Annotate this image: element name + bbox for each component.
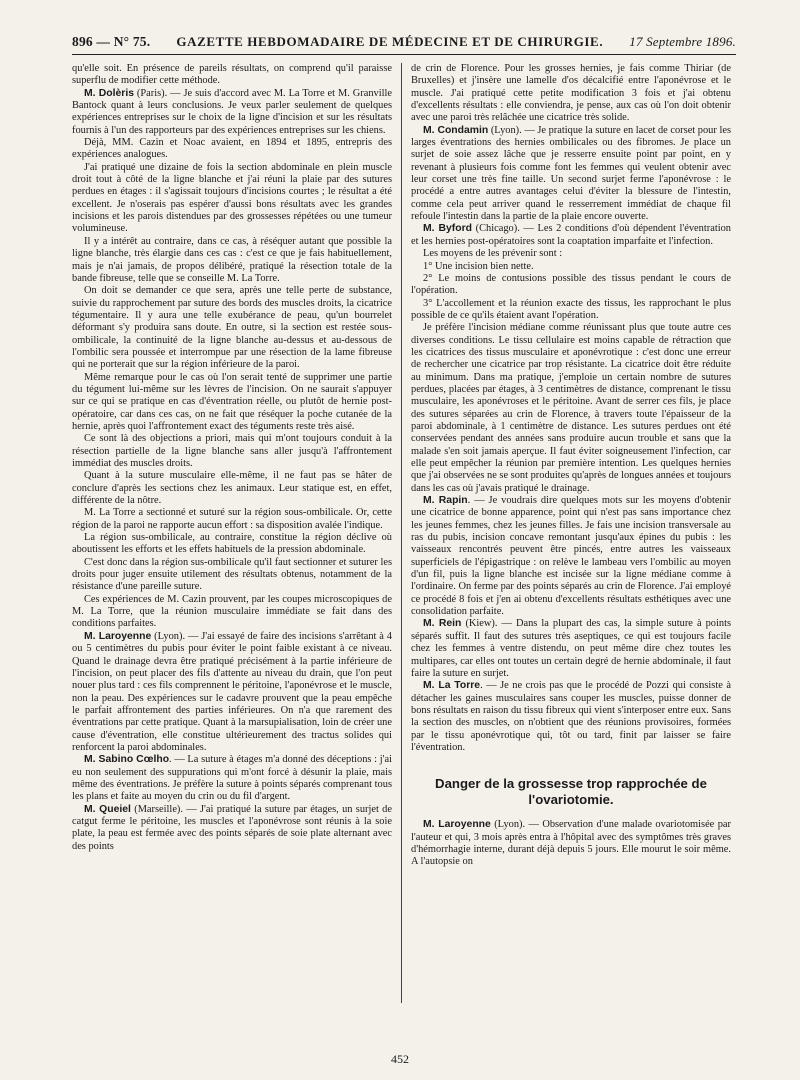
- paragraph-text: Même remarque pour le cas où l'on serait tenté de supprimer une partie du tégument lui-même sur les lèvres de l'incision. On ne saurait s'appuyer sur ce qui se pratique en cas d'éventration réelle, ou plutôt de hernie post-opératoire, car dans ces cas, on ne fait que réséquer la poche cutanée de la hernie, après quoi l'affrontement exact des téguments reste très aisé.: [72, 371, 392, 432]
- paragraph-text: . — La suture à étages m'a donné des déceptions : j'ai eu non seulement des suppurations qui m'ont forcé à désunir la plaie, mais même des éventrations. Je préfère la suture à points séparés comprenant tous les plans et faite au moyen du crin ou du fil d'argent.: [72, 754, 392, 803]
- text-columns: [72, 63, 736, 1003]
- right-column-bottom: [411, 819, 731, 868]
- paragraph: [411, 248, 731, 260]
- section-title: Danger de la grossesse trop rapprochée de l'ovariotomie.: [435, 776, 707, 807]
- paragraph: [72, 63, 392, 88]
- paragraph: [72, 162, 392, 236]
- paragraph-text: 2° Le moins de contusions possible des tissus pendant le cours de l'opération.: [411, 272, 731, 297]
- paragraph: [72, 88, 392, 137]
- speaker-name: M. Rapin: [423, 495, 468, 507]
- paragraph-text: J'ai pratiqué une dizaine de fois la section abdominale en plein muscle droit tout à côté de la ligne blanche et j'ai réuni la plaie par des sutures perdues en étages : il s'agissait toujours d'incisions courtes ; le résultat a été excellent. Je n'oserais pas espérer d'aussi bons résultats avec les grandes incisions et les parois distendues par des grossesses répétées ou une tumeur volumineuse.: [72, 161, 392, 235]
- page-number: 896 — N° 75.: [72, 34, 151, 49]
- paragraph: [411, 618, 731, 680]
- speaker-name: M. Byford: [423, 223, 472, 235]
- paragraph: [72, 470, 392, 507]
- right-column-top: [411, 63, 731, 754]
- paragraph: [72, 631, 392, 754]
- page-folio: 452: [391, 1052, 409, 1066]
- paragraph-text: Quant à la suture musculaire elle-même, il ne faut pas se hâter de conclure d'après les sections chez les animaux. Leur statique est, en effet, différente de la nôtre.: [72, 470, 392, 507]
- paragraph: [72, 754, 392, 803]
- paragraph-text: de crin de Florence. Pour les grosses hernies, je fais comme Thiriar (de Bruxelles) et j'insère une lamelle d'os décalcifié entre l'aponévrose et le muscle. J'ai pratiqué cette petite modification 3 fois et j'ai obtenu d'excellents résultats : elle conviendra, je pense, aux cas où l'on doit obtenir avec une paroi très relâchée une cicatrice très solide.: [411, 63, 731, 124]
- speaker-name: M. Laroyenne: [84, 630, 152, 642]
- paragraph: [411, 819, 731, 868]
- right-column: [402, 63, 731, 1003]
- paragraph-text: On doit se demander ce que sera, après une telle perte de substance, suivie du rapprochement par suture des bords des muscles droits, la cicatrice tégumentaire. Il y aura une telle exubérance de peau, qu'un bourrelet déformant s'y produira sans doute. En outre, si la section est restée sous-ombilicale, la continuité de la ligne blanche au-dessus et au-dessous de l'ombilic sera poussée et interrompue par une résection de la lame fibreuse qui ne porterait que sur la région inférieure de la paroi.: [72, 285, 392, 371]
- speaker-name: M. La Torre: [423, 680, 481, 692]
- journal-title: GAZETTE HEBDOMADAIRE DE MÉDECINE ET DE CHIRURGIE.: [176, 34, 604, 49]
- paragraph: [411, 63, 731, 125]
- paragraph: [72, 594, 392, 631]
- paragraph: [411, 495, 731, 618]
- paragraph: [72, 137, 392, 162]
- paragraph-text: (Lyon). — J'ai essayé de faire des incisions s'arrêtant à 4 ou 5 centimètres du pubis pour éviter le point faible existant à ce niveau. Quand le drainage devra être pratiqué précisément à la partie inférieure de l'incision, on peut placer des fils d'attente au niveau du drain, que l'on peut nouer plus tard : ces fils comprennent le péritoine, l'aponévrose et le muscle, non la peau. Des expériences sur le cadavre prouvent que la peau empêche le parfait affrontement des parties inférieures. On n'a que rarement des éventrations par cette pratique. Quant à la marsupialisation, loin de créer une cause d'éventration, elle constitue ultérieurement des tractus solides qui renforcent la paroi abdominales.: [72, 630, 392, 753]
- paragraph-text: (Lyon). — Observation d'une malade ovariotomisée par l'auteur et qui, 3 mois après entra à l'hôpital avec des symptômes très graves d'hémorrhagie interne, durant déjà depuis 5 jours. Elle mourut le soir même. A l'autopsie on: [411, 819, 731, 868]
- paragraph: [411, 322, 731, 495]
- paragraph-text: La région sus-ombilicale, au contraire, constitue la région déclive où aboutissent les efforts et les effets habituels de la pression abdominale.: [72, 532, 392, 556]
- paragraph-text: Il y a intérêt au contraire, dans ce cas, à réséquer autant que possible la ligne blanche, très élargie dans ces cas : c'est ce que je fais habituellement, mais je n'ai jamais, de propos délibéré, pratiqué la résection totale de la bande fibreuse, telle que se conseille M. La Torre.: [72, 235, 392, 284]
- paragraph: [72, 804, 392, 853]
- paragraph: [411, 273, 731, 298]
- paragraph-text: qu'elle soit. En présence de pareils résultats, on comprend qu'il paraisse superflu de modifier cette méthode.: [72, 63, 392, 87]
- paragraph-text: Je préfère l'incision médiane comme réunissant plus que toute autre ces diverses conditions. Le tissu cellulaire est moins capable de rétraction que les cicatrices des tissus musculaire et aponévrotique : c'est donc une erreur de rechercher une cicatrice par trop résistante. La cicatrice doit être réduite au minimum. Dans ma pratique, j'emploie un certain nombre de sutures perdues, placées par étages, à 3 centimètres de distance, comprenant le tissu musculaire, les aponévroses et le péritoine. Avant de serrer ces fils, je place des sutures séparées au crin de Florence, à travers toute l'épaisseur de la paroi abdominale, à 1 centimètre de distance. Les sutures perdues ont été conservées pendant des années sans produire aucun trouble et sans que la malade s'en soit jamais aperçue. Il faut éviter soigneusement l'infection, car elle peut empêcher la réunion par première intention. Les quelques hernies que j'ai observées ne se sont produites qu'après de longues années et toujours dans les cas où j'avais pratiqué le drainage.: [411, 322, 731, 494]
- paragraph: [72, 557, 392, 594]
- paragraph-text: (Lyon). — Je pratique la suture en lacet de corset pour les larges éventrations des hernies ombilicales ou des fibromes. Je place un surjet de soie assez lâche que je resserre ensuite point par point, en y revenant à plusieurs fois comme font les femmes qui veulent obtenir avec leur corset une très fine taille. Un second surjet ferme l'aponévrose : le procédé a entre autres avantages celui d'éviter la blessure de l'intestin, comme cela peut arriver quand le resserrement immédiat de chaque fil refoule l'intestin dans la partie de la plaie encore ouverte.: [411, 124, 731, 223]
- paragraph-text: Déjà, MM. Cazin et Noac avaient, en 1894 et 1895, entrepris des expériences analogues.: [72, 137, 392, 161]
- paragraph: [72, 532, 392, 557]
- paragraph-text: Ces expériences de M. Cazin prouvent, par les coupes microscopiques de M. La Torre, que la réunion musculaire immédiate se fait dans des conditions parfaites.: [72, 593, 392, 630]
- paragraph-text: 1° Une incision bien nette.: [423, 260, 534, 272]
- paragraph-text: (Chicago). — Les 2 conditions d'où dépendent l'éventration et les hernies post-opératoires sont la coaptation imparfaite et l'infection.: [411, 223, 731, 247]
- issue-date: 17 Septembre 1896.: [629, 34, 736, 49]
- paragraph-text: . — Je ne crois pas que le procédé de Pozzi qui consiste à détacher les gaines musculaires sans couper les muscles, puisse donner de bons résultats en raison du tissu fibreux qui vient s'interposer entre eux. Sans la section des muscles, on n'obtient que des réunions provisoires, formées par le tissu aponévrotique qui, tôt ou tard, finit par laisser se faire l'éventration.: [411, 680, 731, 753]
- paragraph-text: (Marseille). — J'ai pratiqué la suture par étages, un surjet de catgut ferme le péritoine, les muscles et l'aponévrose sont réunis à la soie plate, la peau est fermée avec des points séparés de soie plate alternant avec des points: [72, 803, 392, 852]
- paragraph: [411, 261, 731, 273]
- paragraph: [72, 285, 392, 371]
- running-head: [72, 34, 736, 55]
- paragraph: [72, 507, 392, 532]
- paragraph-text: Ce sont là des objections a priori, mais qui m'ont toujours conduit à la résection partielle de la ligne blanche sans aller jusqu'à l'affrontement immédiat des muscles droits.: [72, 433, 392, 469]
- speaker-name: M. Queiel: [84, 803, 131, 815]
- paragraph: [411, 680, 731, 754]
- paragraph-text: (Kiew). — Dans la plupart des cas, la simple suture à points séparés suffit. Il faut des sutures très aseptiques, ce qui est toujours facile chez les femmes à ventre distendu, on peut même dire chez toutes les multipares, car elles ont toutes un certain degré de hernie abdominale, il faut faire la suture en surjet.: [411, 618, 731, 679]
- paragraph: [411, 298, 731, 323]
- paragraph-text: Les moyens de les prévenir sont :: [423, 248, 563, 260]
- speaker-name: M. Laroyenne: [423, 819, 491, 831]
- paragraph: [72, 372, 392, 434]
- paragraph: [411, 125, 731, 224]
- speaker-name: M. Dolèris: [84, 87, 134, 99]
- speaker-name: M. Sabino Cœlho: [84, 754, 170, 766]
- speaker-name: M. Condamin: [423, 124, 489, 136]
- paragraph-text: M. La Torre a sectionné et suturé sur la région sous-ombilicale. Or, cette région de la paroi ne rapporte aucun effort : sa disposition avalée l'indique.: [72, 507, 392, 531]
- paragraph: [411, 223, 731, 248]
- paragraph-text: . — Je voudrais dire quelques mots sur les moyens d'obtenir une cicatrice de bonne apparence, point qui n'est pas sans importance chez les jeunes femmes, chez les jeunes filles. Je fais une incision transversale au ras du pubis, incision concave remontant jusqu'aux épines du pubis : les vaisseaux rencontrés peuvent être pincés, entre autres les vaisseaux superficiels de l'épigastrique : on relève le lambeau vers l'ombilic au moyen d'un fil, puis la ligne blanche est incisée sur la ligne médiane comme à l'ordinaire. On ferme par des points séparés au crin de Florence. J'ai employé ce procédé 8 fois et j'en ai obtenu d'excellents résultats esthétiques avec une consolidation parfaite.: [411, 495, 731, 618]
- paragraph-text: (Paris). — Je suis d'accord avec M. La Torre et M. Granville Bantock quant à leurs conclusions. Je veux parler seulement de quelques expériences entreprises sur le choix de la ligne d'incision et sur les résultats fournis à l'un des rapporteurs par des expériences entreprises sur les chiens.: [72, 87, 392, 136]
- speaker-name: M. Rein: [423, 618, 462, 630]
- paragraph: [72, 236, 392, 285]
- paragraph-text: C'est donc dans la région sus-ombilicale qu'il faut sectionner et suturer les droits pour juger ensuite utilement des résultats obtenus, notamment de la résistance d'une pareille suture.: [72, 556, 392, 593]
- paragraph: [72, 433, 392, 470]
- left-column: [72, 63, 401, 1003]
- paragraph-text: 3° L'accollement et la réunion exacte des tissus, les rapprochant le plus possible de ce qu'ils étaient avant l'opération.: [411, 297, 731, 321]
